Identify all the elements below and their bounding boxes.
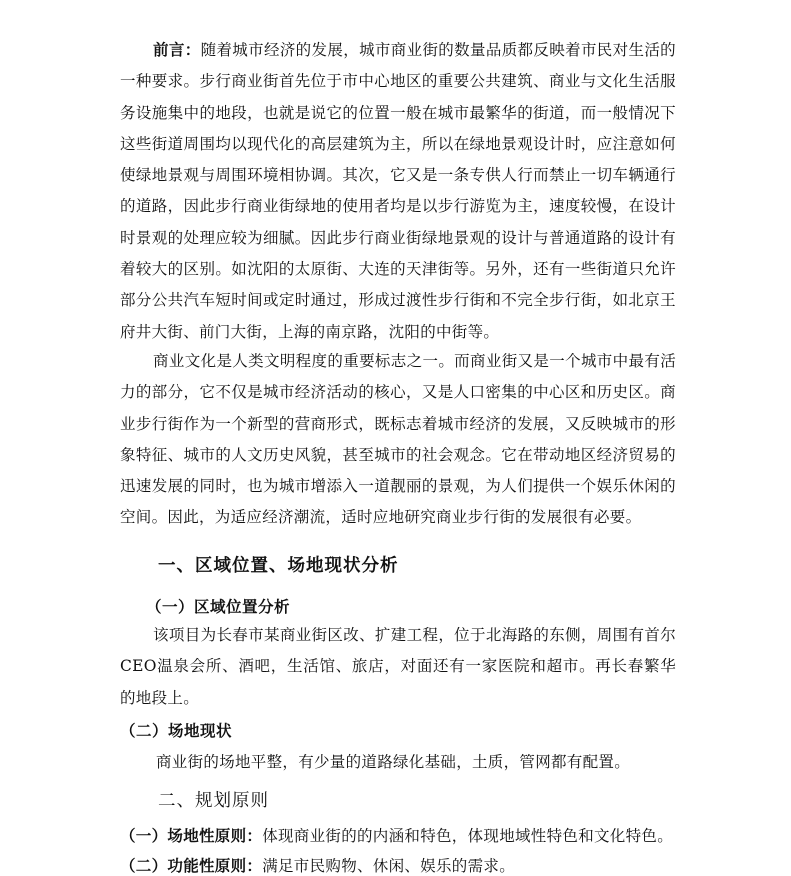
section2-heading: 二、规划原则 xyxy=(158,791,269,811)
section1-sub1-text: 该项目为长春市某商业街区改、扩建工程，位于北海路的东侧，周围有首尔CEO温泉会所、酒吧，生活馆、旅店，对面还有一家医院和超市。再长春繁华的地段上。 xyxy=(120,626,676,707)
section1-sub1-heading: （一）区域位置分析 xyxy=(146,597,291,616)
principle-site-text: 体现商业街的的内涵和特色，体现地域性特色和文化特色。 xyxy=(262,827,674,845)
section1-heading: 一、区域位置、场地现状分析 xyxy=(158,556,399,576)
paragraph-commerce-culture xyxy=(120,346,676,534)
principle-site-label: （一）场地性原则： xyxy=(120,826,263,845)
principle-function-text: 满足市民购物、休闲、娱乐的需求。 xyxy=(262,857,516,875)
preface-label: 前言： xyxy=(153,40,201,59)
principle-site xyxy=(120,824,673,846)
paragraph-commerce-culture-text: 商业文化是人类文明程度的重要标志之一。而商业街又是一个城市中最有活力的部分，它不仅是城市经济活动的核心，又是人口密集的中心区和历史区。商业步行街作为一个新型的营商形式，既标志着城市经济的发展，又反映城市的形象特征、城市的人文历史风貌，甚至城市的社会观念。它在带动地区经济贸易的迅速发展的同时，也为城市增添入一道靓丽的景观，为人们提供一个娱乐休闲的空间。因此，为适应经济潮流，适时应地研究商业步行街的发展很有必要。 xyxy=(120,352,676,527)
section1-sub1-paragraph xyxy=(120,620,676,714)
preface-text: 随着城市经济的发展，城市商业街的数量品质都反映着市民对生活的一种要求。步行商业街首先位于市中心地区的重要公共建筑、商业与文化生活服务设施集中的地段，也就是说它的位置一般在城市最繁华的街道，而一般情况下这些街道周围均以现代化的高层建筑为主，所以在绿地景观设计时，应注意如何使绿地景观与周围环境相协调。其次，它又是一条专供人行而禁止一切车辆通行的道路，因此步行商业街绿地的使用者均是以步行游览为主，速度较慢，在设计时景观的处理应较为细腻。因此步行商业街绿地景观的设计与普通道路的设计有着较大的区别。如沈阳的太原街、大连的天津街等。另外，还有一些街道只允许部分公共汽车短时间或定时通过，形成过渡性步行街和不完全步行街，如北京王府井大街、前门大街，上海的南京路，沈阳的中街等。 xyxy=(120,41,676,341)
section1-sub2-text: 商业街的场地平整，有少量的道路绿化基础，土质，管网都有配置。 xyxy=(156,753,631,771)
section1-sub2-heading: （二）场地现状 xyxy=(120,721,233,740)
principle-function xyxy=(120,854,515,876)
preface-paragraph xyxy=(120,34,676,348)
principle-function-label: （二）功能性原则： xyxy=(120,856,263,875)
